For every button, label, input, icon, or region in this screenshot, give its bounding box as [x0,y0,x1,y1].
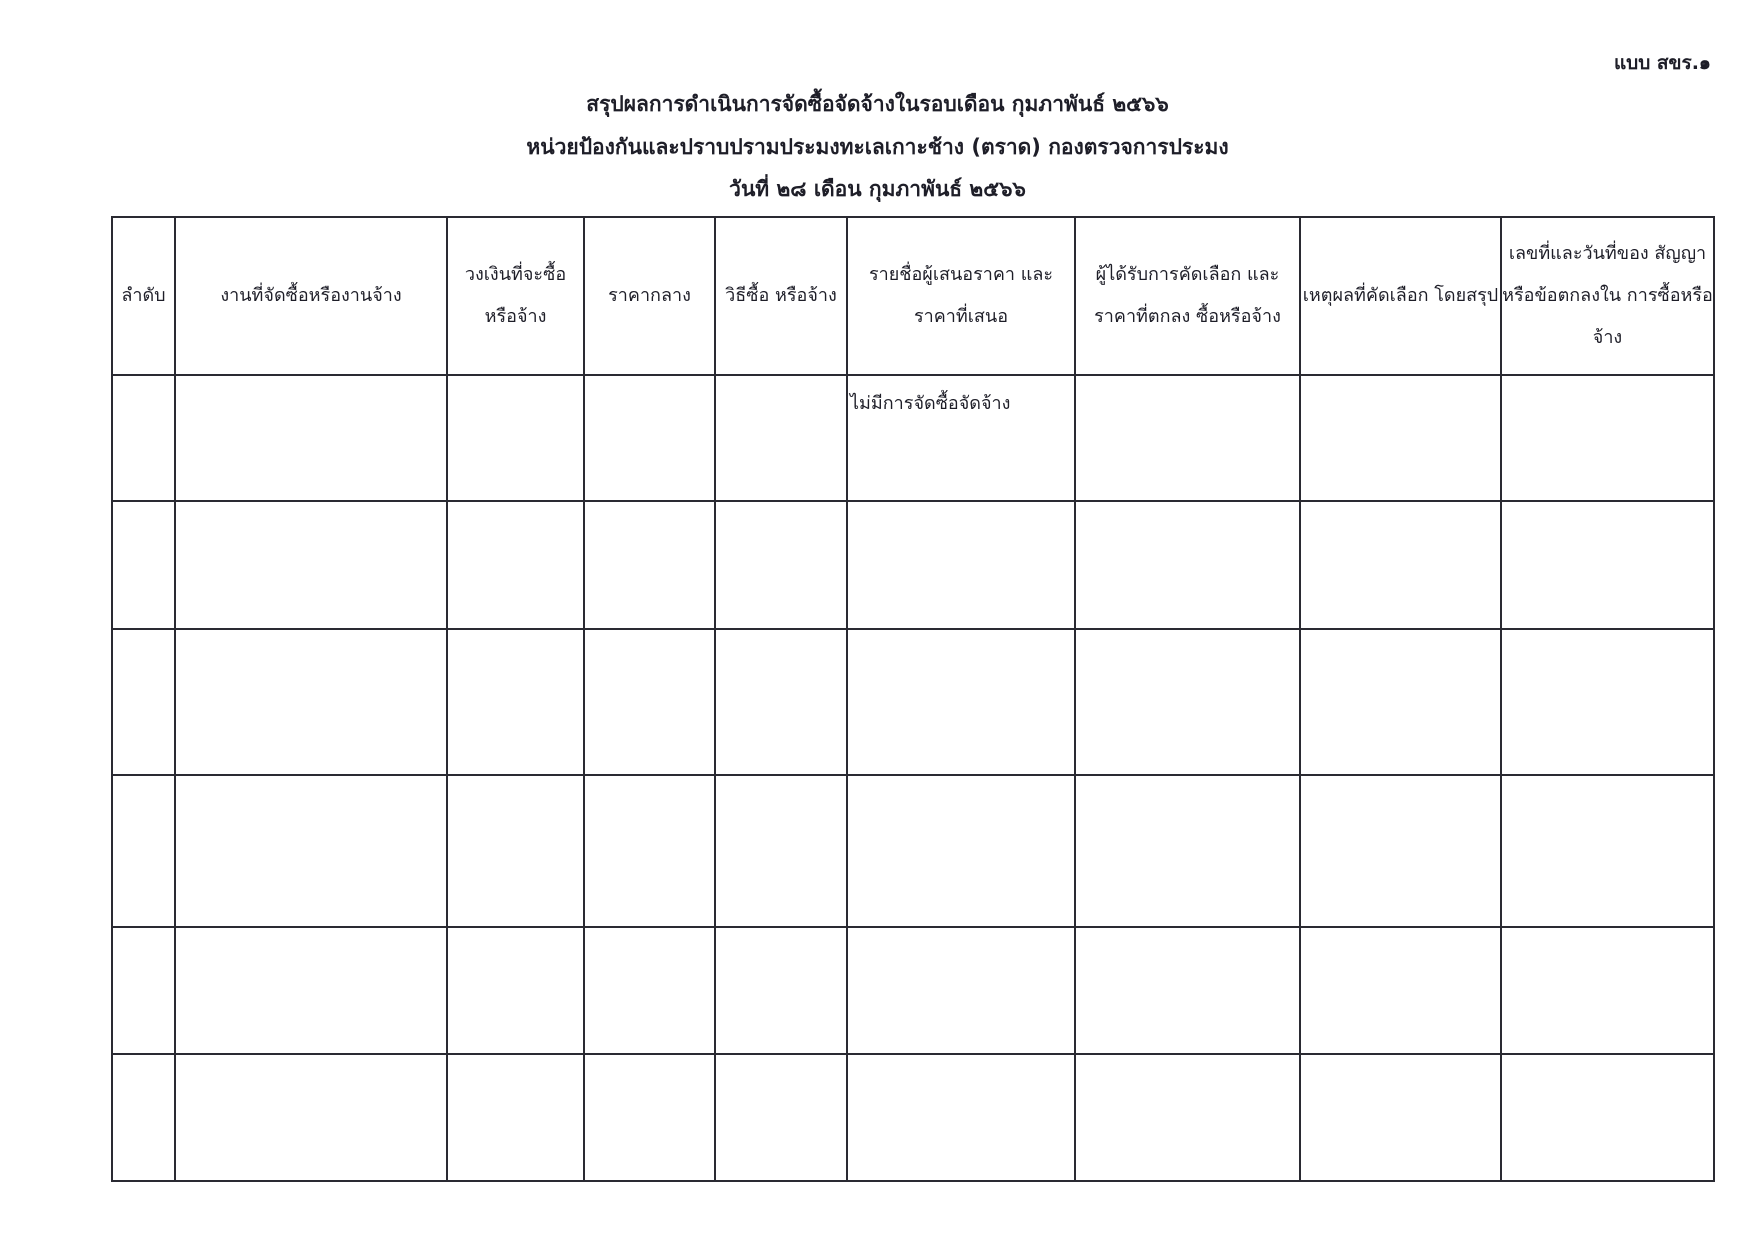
table-cell [1075,629,1300,775]
table-cell [1300,927,1501,1054]
table-cell [715,775,847,927]
table-cell [112,629,175,775]
table-cell [847,375,1075,501]
table-cell [447,375,584,501]
table-cell [715,375,847,501]
table-cell [584,629,715,775]
table-cell [447,775,584,927]
table-cell [175,1054,447,1181]
table-cell [847,629,1075,775]
table-cell [715,629,847,775]
form-code: แบบ สขร.๑ [1613,52,1711,74]
table-cell [112,775,175,927]
table-cell [1501,501,1714,629]
table-cell [1300,501,1501,629]
table-cell [847,1054,1075,1181]
report-unit: หน่วยป้องกันและปราบปรามประมงทะเลเกาะช้าง (ตราด) กองตรวจการประมง [526,135,1229,159]
table-cell [1501,629,1714,775]
table-row [112,501,1714,629]
table-cell [112,1054,175,1181]
column-header-contract: เลขที่และวันที่ของ สัญญาหรือข้อตกลงใน การซื้อหรือจ้าง [1501,217,1714,375]
table-cell [584,375,715,501]
table-cell [847,501,1075,629]
report-date: วันที่ ๒๘ เดือน กุมภาพันธ์ ๒๕๖๖ [729,177,1026,201]
table-row [112,375,1714,501]
column-header-budget: วงเงินที่จะซื้อ หรือจ้าง [447,217,584,375]
table-cell [447,927,584,1054]
table-row [112,1054,1714,1181]
table-cell [584,1054,715,1181]
column-header-method: วิธีซื้อ หรือจ้าง [715,217,847,375]
table-cell [715,1054,847,1181]
table-cell [447,629,584,775]
table-cell [715,501,847,629]
column-header-order: ลำดับ [112,217,175,375]
table-row [112,775,1714,927]
table-cell [584,501,715,629]
table-cell [1300,775,1501,927]
table-cell [1501,927,1714,1054]
table-cell [1501,375,1714,501]
table-cell [847,927,1075,1054]
procurement-table [111,216,1715,1182]
table-cell [584,775,715,927]
column-header-median-price: ราคากลาง [584,217,715,375]
column-header-reason: เหตุผลที่คัดเลือก โดยสรุป [1300,217,1501,375]
table-cell [112,927,175,1054]
table-cell [175,501,447,629]
table-cell [1075,775,1300,927]
table-cell [112,375,175,501]
no-procurement-note: ไม่มีการจัดซื้อจัดจ้าง [850,393,1011,414]
table-cell [175,775,447,927]
table-cell [1300,629,1501,775]
table-cell [1075,1054,1300,1181]
table-cell [112,501,175,629]
table-cell [175,375,447,501]
report-title: สรุปผลการดำเนินการจัดซื้อจัดจ้างในรอบเดือน กุมภาพันธ์ ๒๕๖๖ [586,92,1169,116]
table-row [112,927,1714,1054]
column-header-bidders: รายชื่อผู้เสนอราคา และราคาที่เสนอ [847,217,1075,375]
table-cell [1501,1054,1714,1181]
table-cell [175,927,447,1054]
table-cell [1300,375,1501,501]
table-row [112,629,1714,775]
table-cell [715,927,847,1054]
table-cell [847,775,1075,927]
table-cell [1300,1054,1501,1181]
table-cell [447,501,584,629]
table-cell [1075,501,1300,629]
table-cell [447,1054,584,1181]
column-header-item: งานที่จัดซื้อหรืองานจ้าง [175,217,447,375]
table-header-row [112,217,1714,375]
table-cell [175,629,447,775]
table-cell [1075,375,1300,501]
table-cell [1075,927,1300,1054]
table-cell [1501,775,1714,927]
table-cell [584,927,715,1054]
column-header-selected: ผู้ได้รับการคัดเลือก และราคาที่ตกลง ซื้อหรือจ้าง [1075,217,1300,375]
